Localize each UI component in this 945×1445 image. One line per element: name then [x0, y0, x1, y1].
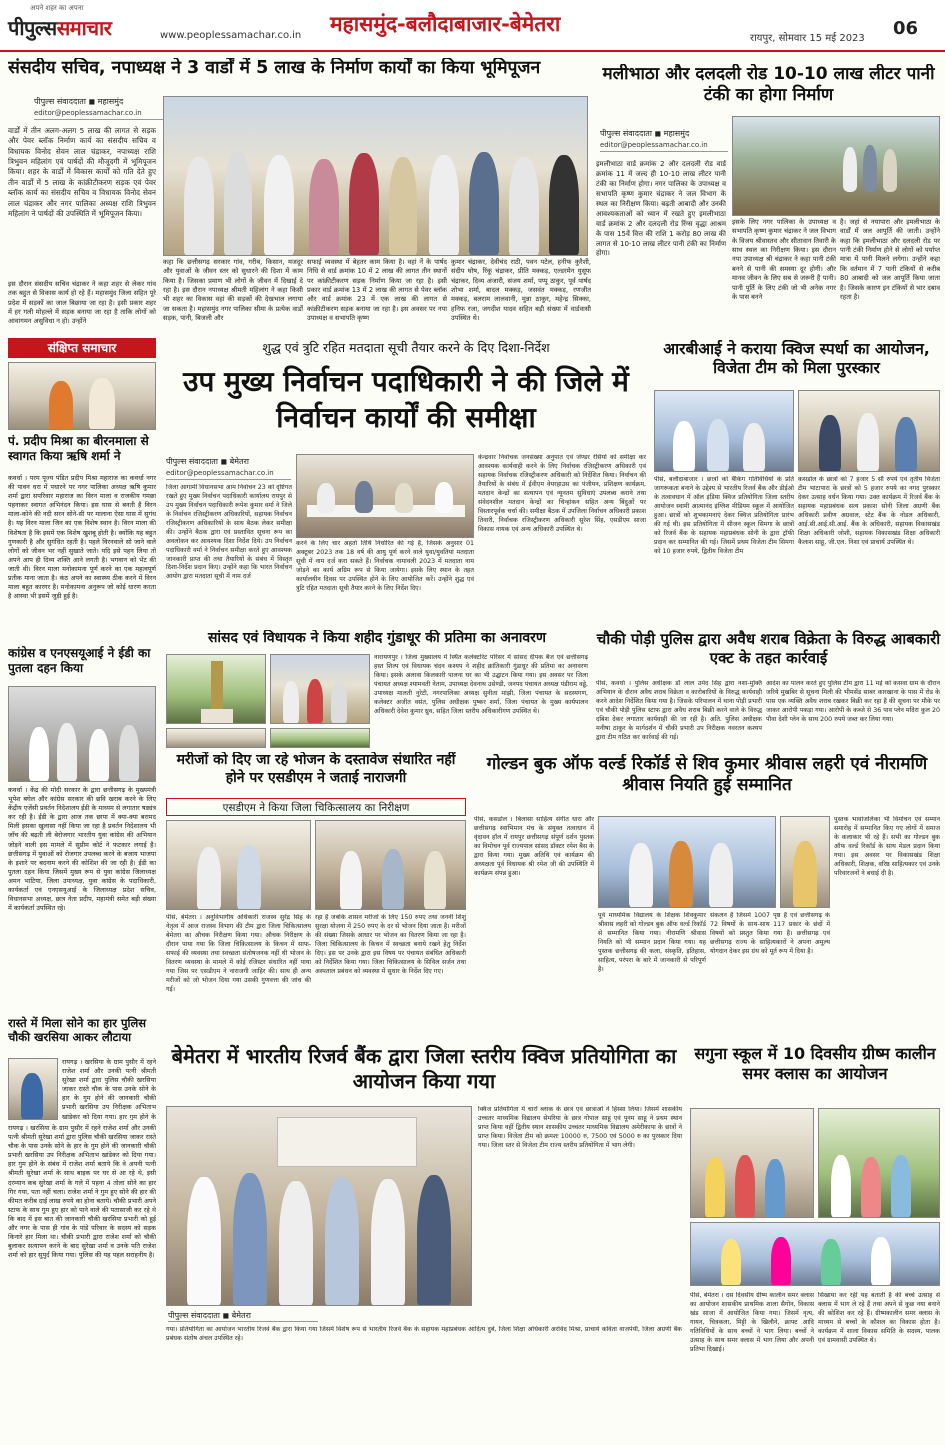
story8-headline: गोल्डन बुक ऑफ वर्ल्ड रिकॉर्ड से शिव कुमार श्रीवास लहरी एवं नीरामणि श्रीवास नियति हुई सम्मानित [486, 754, 928, 796]
story1-body-e: कुमार चंद्राकर, देवीचंद राठी, पवन पटेल, हनीफ कुरैशी, संदीप घोष, रिंकू चंद्राकर, प्रीति मक्कड़, एल्डरमेन युसूफ चंद्राकर, दिव्य अंजारी, संजय शर्मा, पप्पू ठाकुर, पूर्व पार्षद शोभा शर्मा, बादल मक्कड़, जसवंत मक्कड़, रणजीत मक्कड़, बलराम लालवानी, मुन्ना ठाकुर, महेन्द्र सिक्का, हनिफ रजा, जगदीश यादव सहित बड़ी संख्या में वार्डवासी उपस्थित थे। [451, 258, 591, 323]
story3-body-a: जिला आगामी विधानसभा आम निर्वाचन 23 को दृष्टिगत रखते हुए मुख्य निर्वाचन पदाधिकारी कार्यालय रायपुर से उप मुख्य निर्वाचन पदाधिकारी रूपेश कुमार वर्मा ने जिले के निर्वाचन रजिस्ट्रीकरण अधिकारियों, सहायक निर्वाचन रजिस्ट्रीकरण अधिकारियों के साथ बैठक लेकर समीक्षा की। उन्होंने बैठक द्वारा एवं प्रस्तावित सूचना रूप का अवलोकन कर आवश्यक दिशा निर्देश दिये। उप निर्वाचन पदाधिकारी वर्मा ने निर्वाचन समीक्षा करते हुए आवश्यक जानकारी प्राप्त की तथा तैयारियों के संबंध में विस्तृत दिशा-निर्देश प्रदान किए। उन्होंने कहा कि भारत निर्वाचन आयोग द्वारा मतदाता सूची में नाम दर्ज [166, 484, 292, 581]
story7-body-b: रहा है जबकि शासन मरीजों के लिए 150 रुपए तथा जननी शिशु सुरक्षा योजना में 250 रुपए के दर से भोजन दिया जाता है। मरीजों की संख्या जिसके आधार पर भोजन का वितरण किया जा रहा है। जिला चिकित्सालय के किचन में स्वच्छता बनाये रखने हेतु निर्देश दिए। इस पर उनके द्वारा इस विषय पर पंचायत संबंधित अधिकारी को निर्देशित किया गया। जिला चिकित्सालय के सिविल सर्जन तथा अस्पताल प्रबंधन को व्यवस्था में सुधार के निर्देश दिए गए। [315, 914, 466, 975]
story4-headline: आरबीआई ने कराया क्विज स्पर्धा का आयोजन, विजेता टीम को मिला पुरस्कार [663, 340, 930, 378]
story8-body-d: पुस्तक भावांजलिका भी विमोचन एवं सम्मान समारोह में सम्मानित किए गए लोगों में समाज के कलाकार भी रहे हैं। सभी का गोल्डन बुक ऑफ वर्ल्ड रिकॉर्ड के साथ मेडल प्रदान किया गया। इस अवसर पर विकासखंड शिक्षा अधिकारी, शिक्षक, वरिष्ठ साहित्यकार एवं उनके परिवारजनों ने बधाई दी है। [834, 816, 940, 877]
story8-photo-felicitation [598, 816, 776, 908]
story6-body-b: आदेश का पालन करते हुए पुलिस टीम द्वारा 11 मई को कसवा ग्राम के दौरान जरिये मुखबिर से सूचना मिली की भीमसेंड साबर कारखाना के पास में रोड के पास एक व्यक्ति अवैध शराब रखकर बिक्री कर रहा है की सूचना पर मौके पर जाकर आरोपी पकड़ा गया। आरोपी के कब्जे से 36 पाव प्लेन मदिरा कुल 20 पौवा देशी प्लेन के साथ 200 रुपये जब्त कर लिया गया। [766, 680, 940, 723]
brief-label: संक्षिप्त समाचार [8, 338, 156, 358]
story5-body: नारायणपुर । जिला मुख्यालय में स्थित कलेक्टोरेट परिसर में सांसद दीपक बैज एवं छत्तीसगढ़ हस्त शिल्प एवं विधायक चंदन कश्यप ने शहीद क्रांतिकारी गुंडाधूर की प्रतिमा का अनावरण किया। इसके अलावा किलकारी पालना घर का भी उद्घाटन किया गया। इस अवसर पर जिला पंचायत अध्यक्ष श्यामवती नेताम, उपाध्यक्ष देवनाथ उसेण्डी, जनपद पंचायत अध्यक्ष पंडीराम वड्डे, उपाध्यक्ष मालती नुरेटी, नगरपालिका अध्यक्ष सुनीता मांझी, जिला पंचायत के सदस्यगण, कलेक्टर अजीत वसंत, पुलिस अधीक्षक पुष्कर शर्मा, जिला पंचायत के मुख्य कार्यपालन अधिकारी देवेश कुमार ध्रुव, सहित जिला स्तरीय अधिकारीगण उपस्थित थे। [374, 654, 588, 715]
masthead [0, 0, 945, 52]
story7-headline: मरीजों को दिए जा रहे भोजन के दस्तावेज संधारित नहीं होने पर एसडीएम ने जताई नाराजगी [176, 752, 456, 786]
story1-headline: संसदीय सचिव, नपाध्यक्ष ने 3 वार्डों में 5 लाख के निर्माण कार्यों का किया भूमिपूजन [8, 58, 541, 78]
story9-body-a: गया। प्रतियोगिता का आयोजन भारतीय रिजर्व बैंक द्वारा किया गया जिसमें विशेष रूप से भारतीय रिजर्व बैंक के सहायक महाप्रबंधक आदित्य दुबे, जिला शिक्षा अधिकारी अरविंद मिश्रा, प्राचार्य कविता वाजपेयी, जिला अग्रणी बैंक प्रबंधक संतोष अंचल उपस्थित रहे। [166, 1326, 682, 1342]
story2-headline: मलीभाठा और दलदली रोड 10-10 लाख लीटर पानी टंकी का होगा निर्माण [602, 64, 935, 106]
story10-headline: सगुना स्कूल में 10 दिवसीय ग्रीष्म कालीन समर क्लास का आयोजन [694, 1044, 936, 1083]
story3-byline: पीपुल्स संवाददाता ◼ बेमेतरा [166, 457, 249, 466]
brief-body-3a: रायगढ़ । खरसिया के ग्राम पुसौर में रहने राजेश शर्मा और उनकी पत्नी श्रीमती सुरेखा शर्मा द्वारा पुलिस चौकी खरसिया जाकर रास्ते चौक के पास उनके सोने के हार के गुम होने की जानकारी चौकी प्रभारी खरसिया उप निरीक्षक अभिताभ खांडेकर को दिया गया। हार गुम होने के [62, 1058, 156, 1120]
story2-photo-site-inspection [732, 116, 940, 216]
story5-photo-inauguration [270, 654, 370, 724]
story2-body-b: इसके लिए नगर पालिका के उपाध्यक्ष व सभापति कृष्ण कुमार चंद्राकर ने जल विभाग के विजय श्रीवास्तव और सीतावान तिवारी के साथ स्थल का निरीक्षण किया। इस दौरान नपा उपाध्यक्ष श्री चंद्राकर ने कहा पानी टंकी बनने से पानी की समस्या दूर होगी। और मानव जीवन के लिए सब से जरूरी है पानी। पानी पूर्ति के लिए टंकी जो भी अनेक नगर के पास बनने [732, 218, 836, 301]
brief-body-1: कवर्धा । परम पूज्य पंडित प्रदीप मिश्रा महाराज का कवर्धा नगर की पावन धरा में पधारने पर नगर पालिका अध्यक्ष ऋषि कुमार शर्मा द्वारा सपरिवार महाराज का विरन माला व राजकीय गमछा पहनाकर स्वागत अभिनंदन किया। इस घास से बनती है विरन माला-कोने की नदी सरन सोने-सी पर मालाना ऐसा घास में सुगंध है। यह विरन माला जिन का एक विशेष स्थान है। विरन माला की विशेषता है कि इसमें एक विशेष खुशबू होती है। क्योंकि यह बहुत गुणकारी है और सुगंधित रहती है। पहले विरनवाले सो जाने वाले लोगों को जीवन भर नहीं सुखाते जाते। यदि इसे पहन लिया तो अपने आप ही दिव्य शक्ति आने लगती है। भगवान को भेंट की जाती थी। विरन माला मनोकामना पूर्ण करने का एक महत्वपूर्ण प्रतीक माना जाता है। कंठ अपने का स्वास्थ्य ठीक करने में विरन माला बहुत कारगर है। मनोकामना अनुरूप जो कोई धारण करता है आस्था भी इसमें जुड़ी हुई है। [8, 474, 156, 601]
brief-body-2: कवर्धा । केंद्र की मोदी सरकार के द्वारा छत्तीसगढ़ के मुख्यमंत्री भूपेश बघेल और कांग्रेस सरकार की छवि खराब करने के लिए केंद्रीय एजेंसी प्रवर्तन निदेशालय ईडी के माध्यम से लगातार षड्यंत्र कर रही है। ईडी के द्वारा आज तक छापा में क्या-क्या बरामद मिली इसका खुलासा नहीं किया जा रहा है प्रवर्तन निदेशालय भी जाँच की बढ़ती ली बेरोजगार भारतीय युवा कांग्रेस की अभियान जोड़ने वाली इस मामले में सुप्रीम कोर्ट ने फटकार लगाई है। छत्तीसगढ़ में युवाओं को रोजगार उपलब्ध करने के बजाय भाजपा के इशारे पर बदनाम करने की कोशिश की जा रही है। ईडी का पुतला दहन किया जिसमें मुख्य रूप से युवा कांग्रेस जिलाध्यक्ष अमन भाटिया, जिला उपाध्यक्ष, युवा कांग्रेस के पदाधिकारी, कार्यकर्ता एवं एनएसयूआई के जिलाध्यक्ष प्रदेश सचिव, विधानसभा अध्यक्ष, छात्र नेता प्रदीप, महामंत्री समेत बड़ी संख्या में कार्यकर्ता उपस्थित रहे। [8, 786, 156, 913]
story5-photo-statue [166, 654, 266, 724]
story1-photo-bhoomipujan [163, 96, 588, 256]
story2-body-a: इमलीभाठा वार्ड क्रमांक 2 और दलदली रोड वार्ड क्रमांक 11 में जल्द ही 10-10 लाख लीटर पानी टंकी का निर्माण होगा। नगर पालिका के उपाध्यक्ष व सभापति कृष्ण कुमार चंद्राकर ने जल विभाग के स्थल का निरीक्षण किया। बढ़ती आबादी और उनकी आवश्यकताओं को ध्यान में रखते हुए इमलीभाठा वार्ड क्रमांक 2 और दलदली रोड रिंग्स वृद्धा आश्रम के पास 15वें वित्त की राशि 1 करोड़ 80 लाख की लागत से 10-10 लाख लीटर पानी टंकी का निर्माण होगा। [596, 160, 726, 258]
logo-tagline: अपने शहर का अपना [30, 4, 84, 12]
story8-body-c: संकलन है जिसमें 1007 पृष्ठ हैं एवं छत्तीसगढ़ के 72 विषयों के साथ-साथ 117 प्रकार के छंदों में विषयों को प्रस्तुत किया गया है। छत्तीसगढ़ एवं छत्तीसगढ़ राज्य के साहित्यकारों ने अपना अमूल्य योगदान देकर इस ग्रंथ को मूर्त रूप में दिया है। [710, 912, 830, 955]
brief-photo-effigy-burning [8, 686, 156, 782]
story9-body-b: क्विज प्रतियोगिता में चारों ब्लाक के छात्र एवं छात्राओं ने हिस्सा लिया। जिसमें शासकीय उच्चतर माध्यमिक विद्यालय सेमरिया के छात्र गोपाल साहू एवं पूनम साहू ने प्रथम स्थान प्राप्त किया वहीं द्वितीय स्थान शासकीय उच्चतर माध्यमिक विद्यालय अमेरीकापा के छात्रों ने प्राप्त किया। विजेता टीम को क्रमशः 10000 रु, 7500 एवं 5000 रु का पुरस्कार दिया गया। जिला स्तर से विजेता टीम राज्य स्तरीय प्रतियोगिता में भाग लेगी। [478, 1106, 682, 1149]
story8-photo-awardee [780, 816, 830, 908]
story2-byline: पीपुल्स संवाददाता ◼ महासमुंद [600, 129, 690, 138]
issue-date: रायपुर, सोमवार 15 मई 2023 [750, 33, 865, 44]
story7-body-a: पीसं, बेमेतरा । अनुविभागीय अधिकारी राजस्व सुरेंद्र सिंह के नेतृत्व में आज राजस्व विभाग की टीम द्वारा जिला चिकित्सालय बेमेतरा का औचक निरीक्षण किया गया। औचक निरीक्षण के दौरान पाया गया कि जिला चिकित्सालय के किचन में साफ-सफाई की व्यवस्था तथा स्वच्छता संतोषजनक नहीं थी भोजन के वितरण व्यवस्था के मामले में कोई रजिस्टर संधारित नहीं पाया गया जिस पर एसडीएम ने नाराजगी जाहिर की। साथ ही अन्य मरीजों को जो भोजन दिया गया उसकी गुणवत्ता की जांच की गई। [166, 914, 311, 993]
logo-wordmark [8, 14, 111, 41]
story1-body-b: इस दौरान संसदीय सचिव चंद्राकर ने कहा शहर से लेकर गांव तक बहुत से विकास कार्य हो रहे हैं। महासमुंद जिला सहित पूरे प्रदेश में सड़कों का जाल बिछाया जा रहा है। इसी प्रकार शहर में हर गली मोहल्ले में सड़क बनाया जा रहा है ताकि लोगों को आवागमन असुविधा न हो। उन्होंने [8, 280, 156, 326]
brief-body-3: रायगढ़ । खरसिया के ग्राम पुसौर में रहने राजेश शर्मा और उनकी पत्नी श्रीमती सुरेखा शर्मा द्वारा पुलिस चौकी खरसिया जाकर रास्ते चौक के पास उनके सोने के हार के गुम होने की जानकारी चौकी प्रभारी खरसिया उप निरीक्षक अभिताभ खांडेकर को दिया गया। हार गुम होने के संबंध में राजेश शर्मा बताये कि वे अपनी पत्नी श्रीमती सुरेखा शर्मा के साथ बाइक पर घर से आ रहे थे, इसी दरम्यान कब सुरेखा शर्मा के गले में पहना 4 तोला सोने का हार गिर गया, पता नहीं चला। राजेश शर्मा ने गुम हुए सोने की हार की कीमत करीब दाई लाख रुपये का होना बताये। चौकी प्रभारी अपने स्टाफ के साथ गुम हुए हार को पाने वाले की पतासाजी कर रहे थे कि बाद में इस बात की जानकारी चौकी खरसिया प्रभारी को हुई और नगर के पास ही गांव के पांडे परिवार के सदस्य को सड़क किनारे हार मिला था। चौकी प्रभारी द्वारा राजेश शर्मा को चौकी बुलाकर सत्यापन करने के बाद सुरेखा शर्मा व उनके पति राजेश शर्मा को हार सुपुर्द किया गया। पुलिस की यह पहल सराहनीय है। [8, 1124, 156, 1260]
story4-body-a: पीसं, बलौदाबाजार । छात्रों को बैंकिंग गतिविधियों के प्रति जागरूकता बनाने के उद्देश्य से भारतीय रिजर्व बैंक और डीईओ के तत्वावधान में ऑल इंडिया क्विज प्रतियोगिता जिला स्तरीय आयोजन स्वामी आत्मानंद इंग्लिश मीडियम स्कूल में आयोजित हुआ। छात्रों को शुभकामनाएं देकर क्विज प्रतियोगिता प्रारंभ की गई थी। इस प्रतियोगिता में सीजन स्कूल सिमगा के छात्रों को रिजर्व बैंक के सहायक महाप्रबंधक सोनी के द्वारा ट्रॉफी प्रदान कर सम्मानित की गई। जिसमें प्रथम विजेता टीम सिमगा को 10 हजार रुपये, द्वितीय विजेता टीम [654, 476, 794, 555]
story10-body-b: सिखाया कर रही यह बताती है की बच्चे उत्साह से क्लास में भाग ले रहे हैं तथा अपने से कुछ नया बनाने की कोशिश कर रहे हैं। ग्रीष्मकालीन समर क्लास के माध्यम से बच्चों के कौशल का विकास होता है। कार्यक्रम में शाला विकास समिति के सदस्य, पालक एवं ग्रामवासी उपस्थित थे। [818, 1292, 940, 1344]
story1-email[interactable]: editor@peoplessamachar.co.in [34, 109, 164, 120]
logo-part-a: पीपुल्स [8, 16, 57, 40]
page-region-title: महासमुंद-बलौदाबाजार-बेमेतरा [330, 12, 561, 36]
story5-headline: सांसद एवं विधायक ने किया शहीद गुंडाधूर की प्रतिमा का अनावरण [207, 630, 547, 646]
story3-photo-review-meeting [296, 454, 474, 538]
brief-headline-3: रास्ते में मिला सोने का हार पुलिस चौकी खरसिया आकर लौटाया [8, 1016, 147, 1045]
story1-body-d: सफाई व्यवस्था में बेहतर काम किया है। वहां नें के पार्षद निधि से वार्ड क्रमांक 10 में 2 लाख की लागत तीन स्थानों पर कांक्रीटीकरण सड़क निर्माण किया जा रहा है। इसी प्रकार वार्ड क्रमांक 13 में 2 लाख की लागत से पेवर ब्लॉक और वार्ड क्रमांक 23 में एक लाख की लागत से कांक्रीटीकरण सड़क बनाया जा रहा है। इस अवसर पर नपा उपाध्यक्ष व सभापति कृष्ण [307, 258, 447, 323]
story10-photo-children-1 [690, 1108, 814, 1218]
story8-body-b: पूर्व माध्यमिक विद्यालय के शिक्षक शिवकुमार श्रीवास लहरी को गोल्डन बुक ऑफ वर्ल्ड रिकॉर्ड से सम्मानित किया गया। नीरामणि श्रीवास नियति को भी सम्मान प्रदान किया गया। यह पुस्तक छत्तीसगढ़ की कला, संस्कृति, इतिहास, साहित्य, परंपरा के बारे में जानकारी से परिपूर्ण है। [598, 912, 706, 973]
story8-body-a: पीसं, कसडोल । बिलासा साहित्य संगीत धारा और छत्तीसगढ़ स्वाभिमान मंच के संयुक्त तत्वाधान में वृंदावन हॉल में रायपुर छत्तीसगढ़ संपूर्ण दर्शन पुस्तक का विमोचन पूर्व राज्यपाल सांसद डॉक्टर रमेश बैस के द्वारा किया गया। मुख्य अतिथि एवं कार्यक्रम की अध्यक्षता पूर्व विधायक श्री रमेश जी की उपस्थिति में कार्यक्रम संपन्न हुआ। [474, 816, 594, 877]
story2-body-c: है। जहां से नयापारा और इमलीभाठा के वार्डों में जल आपूर्ति की जाती। उन्होंने कहा कि इमलीभाठा और दलदली रोड पर पानी टंकी निर्माण होने से लोगों को पर्याप्त मात्रा में पानी मिलने लगेगा। उन्होंने कहा कि वर्तमान में 7 पानी टंकियों से करीब 80 आबादी को जल आपूर्ति किया जाता है। जिसके कारण इन टंकियों से भार दबाव रहता है। [840, 218, 940, 301]
website-link[interactable]: www.peoplessamachar.co.in [160, 30, 302, 41]
story1-byline: पीपुल्स संवाददाता ◼ महासमुंद [34, 97, 124, 106]
brief-photo-gold-necklace [8, 1058, 58, 1120]
story10-photo-activity [690, 1222, 940, 1286]
story10-body-a: पीसं, बेमेतरा । दस दिवसीय ग्रीष्म कालीन समर क्लास का आयोजन शासकीय प्राथमिक शाला सैगोन, विकास खंड साजा में आयोजित किया गया। जिसमें नृत्य, गायन, चित्रकला, मिट्टी के खिलौने, क्राफ्ट आदि गतिविधियों के साथ बच्चों ने भाग लिया। बच्चों ने उत्साह के साथ समर क्लास में भाग लिया और अपनी प्रतिभा दिखाई। [690, 1292, 814, 1353]
story10-photo-children-2 [818, 1108, 940, 1218]
story6-headline: चौकी पोड़ी पुलिस द्वारा अवैध शराब विक्रेता के विरुद्ध आबकारी एक्ट के तहत कार्रवाई [596, 630, 941, 667]
logo-part-b: समाचार [56, 16, 112, 40]
page-number: 06 [893, 18, 919, 39]
story4-photo-quiz-students [654, 390, 794, 472]
story7-subhead: एसडीएम ने किया जिला चिकित्सालय का निरीक्षण [166, 798, 466, 816]
story1-body-c: कहा कि छत्तीसगढ़ सरकार गांव, गरीब, किसान, मजदूर और युवाओं के जीवन स्तर को सुधारने की दिशा में काम किया है। जिसका प्रमाण भी लोगों के जीवन में दिखाई दे रहा है। इस दौरान नपाध्यक्ष श्रीमती महिलांग ने कहा किसी भी शहर का विकास वहां की सड़कों की देखभाल लगाया जा सकता है। महासमुंद नगर पालिका सीमा के प्रत्येक वार्डों सड़क, पानी, बिजली और [163, 258, 303, 323]
newspaper-logo [8, 4, 148, 44]
story3-body-b: करने के लिए चार अहर्ता तिथि निर्धारित की गई है, जिसके अनुसार 01 अक्टूबर 2023 तक 18 वर्ष की आयु पूर्ण करने वाले युवा/युवतियां मतदाता सूची में नाम दर्ज करा सकते हैं। निर्वाचक नामावली 2023 में मतदाता नाम जोड़ने का कार्य अग्रिम रूप से किया जायेगा। इसके लिए स्थान के तहत कार्यालयीन दिवस पर उपस्थित होने के लिए आयोजित करें। उन्होंने शुद्ध एवं त्रुटि रहित मतदाता सूची तैयार करने के लिए निर्देश दिए। [296, 540, 474, 592]
story3-body-c: केन्द्रवार निर्वाचक जनसंख्या अनुपात एवं जेण्डर रेसियो को समीक्षा कर आवश्यक कार्यवाही करने के लिए निर्वाचक रजिस्ट्रीकरण अधिकारी एवं सहायक निर्वाचक रजिस्ट्रीकरण अधिकारी को निर्देशित किया। निर्वाचन की तैयारियों के संबंध में ईवीएम वेयरहाउस का पंजीयन, प्रशिक्षण कार्यक्रम, मतदान केन्द्रों का सत्यापन एवं न्यूनतम सुविधाएं उपलब्ध कराने तथा संवेदनशील मतदान केन्द्रों का चिन्हांकन सहित अन्य बिंदुओं पर विस्तारपूर्वक चर्चा की। समीक्षा बैठक में उपजिला निर्वाचन अधिकारी प्रकाश तिवारी, निर्वाचक रजिस्ट्रीकरण अधिकारी सुरेश सिंह, एसडीएम साजा विकास नायक एवं अन्य अधिकारी उपस्थित थे। [478, 454, 646, 533]
brief-headline-1: पं. प्रदीप मिश्रा का बीरनमाला से स्वागत किया ऋषि शर्मा ने [8, 434, 149, 463]
story1-body-a: वार्डों में तीन अलग-अलग 5 लाख की लागत से सड़क और पेवर ब्लॉक निर्माण कार्य का संसदीय सचिव व विधायक विनोद सेवन लाल चंद्राकर, नपाध्यक्ष राशि त्रिभुवन महिलांग एवं पार्षदों की मौजूदगी में भूमिपूजन किया। शहर के वार्डों में विकास कार्यों को गति देते हुए तीन वार्डों में 5 लाख के कांक्रीटीकरण सड़क एवं पेवर ब्लॉक कार्य का संसदीय सचिव व विधायक विनोद सेवन लाल चंद्राकर और नगर पालिका अध्यक्ष राशि त्रिभुवन महिलांग ने पार्षदों की उपस्थिति में भूमिपूजन किया। [8, 126, 156, 218]
brief-photo-1 [8, 362, 156, 430]
brief-headline-2: कांग्रेस व एनएसयूआई ने ईडी का पुतला दहन किया [8, 646, 151, 675]
story5-photo-strip-2 [270, 728, 370, 748]
story9-photo-quiz-winners [166, 1106, 472, 1306]
story7-photo-hospital-inspection [166, 820, 311, 910]
story3-deck: शुद्ध एवं त्रुटि रहित मतदाता सूची तैयार करने के दिए दिशा-निर्देश [262, 340, 550, 355]
story3-email[interactable]: editor@peoplessamachar.co.in [166, 469, 291, 480]
story4-photo-prize-distribution [798, 390, 940, 472]
story5-photo-strip [166, 728, 266, 748]
story2-email[interactable]: editor@peoplessamachar.co.in [600, 141, 728, 152]
story3-headline: उप मुख्य निर्वाचन पदाधिकारी ने की जिले में निर्वाचन कार्यों की समीक्षा [183, 365, 629, 435]
story4-body-b: कसडोल के छात्रों को 7 हजार 5 सौ रुपये एवं तृतीय विजेता टीम भाटापारा के छात्रों को 5 हजार रुपये का नगद पुरस्कार देकर उत्साह वर्धन किया गया। उक्त कार्यक्रम में रिजर्व बैंक के सहायक महाप्रबंधक सत्य प्रकाश सोनी जिला अग्रणी बैंक अधिकारी प्रवीण अग्रवाल, स्टेट बैंक के नोडल अधिकारी, आई.सी.आई.सी.आई. बैंक के अधिकारी, सहायक विकासखंड शिक्षा अधिकारी जोशी, सहायक विकासखंड शिक्षा अधिकारी कैलाश साहू, जी.एल. निशा एवं प्राचार्य उपस्थित थे। [798, 476, 940, 546]
story7-photo-kitchen [315, 820, 466, 910]
story9-byline: पीपुल्स संवाददाता ◼ बेमेतरा [168, 1310, 318, 1322]
story9-headline: बेमेतरा में भारतीय रिजर्व बैंक द्वारा जिला स्तरीय क्विज प्रतियोगिता का आयोजन किया गया [171, 1044, 677, 1093]
story6-body-a: पीसं, कवर्धा । पुलिस अधीक्षक डॉ लाल उमेद सिंह द्वारा नशा-मुक्ति अभियान के दौरान अवैध शराब विक्रेता व कारोबारियों के विरुद्ध कार्यवाही करने आदेश निर्देशित किया गया है। जिसके परिपालन में थाना पोड़ी प्रभारी एवं चौकी पोड़ी पुलिस स्टाफ द्वारा अवैध शराब बिक्री करने वाले के विरुद्ध दबिश देकर लगातार कार्यवाही की जा रही है। अति. पुलिस अधीक्षक मनीषा ठाकुर के मार्गदर्शन में चौकी प्रभारी उप निरीक्षक नवरतन कश्यप द्वारा टीम गठित कर कार्रवाई की गई। [596, 680, 762, 741]
